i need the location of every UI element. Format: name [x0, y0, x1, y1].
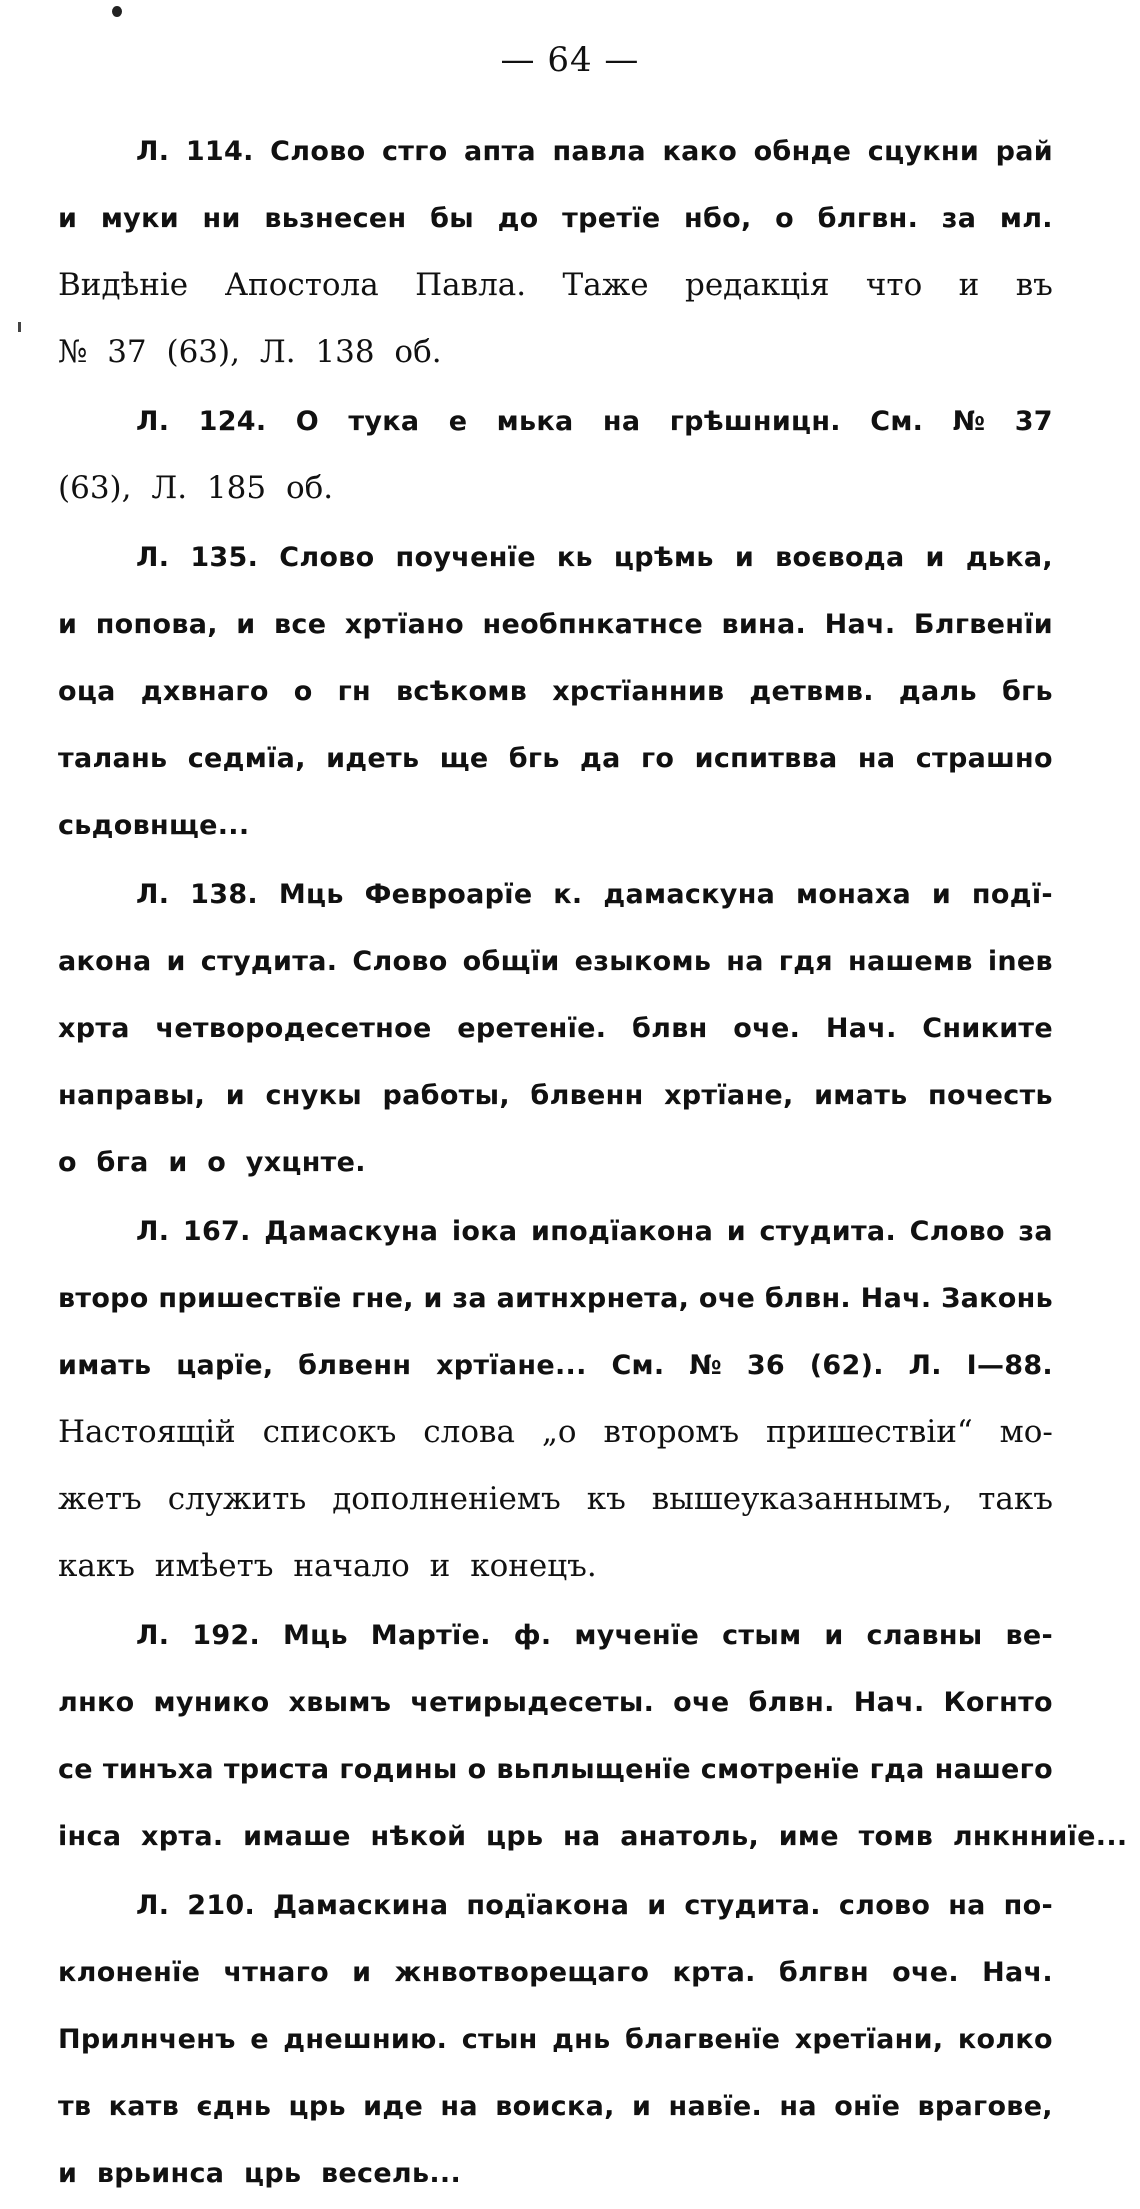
text-line: Л. 138. Мць Февроарїе к. дамаскуна монаха и подї- [136, 879, 1053, 910]
text-line: направы, и снукы работы, блвенн хртїане, имать почесть [58, 1080, 1053, 1111]
text-line: жетъ служить дополненіемъ къ вышеуказаннымъ, такъ [58, 1481, 1053, 1517]
text-line: хрта четвородесетное еретенїе. блвн оче. Нач. Сниките [58, 1013, 1053, 1044]
text-line: № 37 (63), Л. 138 об. [58, 334, 442, 370]
catalog-entry [58, 1198, 1053, 1600]
text-line: второ пришествїе гне, и за аитнхрнета, оче блвн. Нач. Законь [58, 1283, 1053, 1314]
text-line: се тинъха триста годины о вьплыщенїе смотренїе гда нашего [58, 1754, 1053, 1785]
catalog-entry [58, 1872, 1053, 2207]
catalog-entry [58, 388, 1053, 522]
text-line: клоненїе чтнаго и жнвотворещаго крта. блгвн оче. Нач. [58, 1957, 1053, 1988]
text-line: тв катв єднь црь иде на воиска, и навїе. на онїе врагове, [58, 2091, 1053, 2122]
text-line: оца дхвнаго о гн всѣкомв хрстїаннив детвмв. даль бгь [58, 676, 1053, 707]
page-number: — 64 — [500, 40, 640, 80]
text-line: Л. 124. О тука е мька на грѣшницн. См. № 37 [136, 406, 1053, 437]
text-line: и врьинса црь весель... [58, 2158, 462, 2189]
text-line: талань седмїа, идеть ще бгь да го испитвва на страшно [58, 743, 1053, 774]
text-line: Л. 167. Дамаскуна ioка иподїакона и студита. Слово за [136, 1216, 1053, 1247]
text-line: iнса хрта. имаше нѣкой црь на анатоль, име томв лнкнниїе... [58, 1821, 1128, 1852]
ink-speck [112, 6, 122, 17]
margin-mark [18, 322, 21, 332]
text-line: сьдовнще... [58, 810, 250, 841]
text-line: Настоящій списокъ слова „о второмъ пришествіи“ мо- [58, 1414, 1053, 1450]
text-line: о бга и о ухцнте. [58, 1147, 366, 1178]
text-line: акона и студита. Слово общїи езыкомь на гдя нашемв ineв [58, 946, 1053, 977]
catalog-entry [58, 1602, 1128, 1870]
text-line: Л. 114. Слово стго апта павла како обнде сцукни рай [136, 136, 1053, 167]
text-line: имать царїе, блвенн хртїане... См. № 36 (62). Л. I—88. [58, 1350, 1053, 1381]
text-line: Л. 210. Дамаскина подїакона и студита. слово на по- [136, 1890, 1053, 1921]
text-line: лнко мунико хвымъ четирыдесеты. оче блвн. Нач. Когнто [58, 1687, 1053, 1718]
catalog-entry [58, 118, 1053, 386]
text-line: (63), Л. 185 об. [58, 470, 334, 506]
text-line: и муки ни вьзнесен бы до третїе нбо, о блгвн. за мл. [58, 203, 1053, 234]
catalog-entry [58, 861, 1053, 1196]
text-line: Прилнченъ е днешнию. стын днь благвенїе хретїани, колко [58, 2024, 1053, 2055]
text-line: Л. 135. Слово поученїе кь црѣмь и воєвода и дька, [136, 542, 1053, 573]
text-line: какъ имѣетъ начало и конецъ. [58, 1548, 597, 1584]
text-line: Видѣніе Апостола Павла. Таже редакція что и въ [58, 267, 1053, 303]
page-body [58, 118, 1128, 2209]
catalog-entry [58, 524, 1053, 859]
text-line: и попова, и все хртїано необпнкатнсе вина. Нач. Блгвенїи [58, 609, 1053, 640]
text-line: Л. 192. Мць Мартїе. ф. мученїе стым и славны ве- [136, 1620, 1053, 1651]
